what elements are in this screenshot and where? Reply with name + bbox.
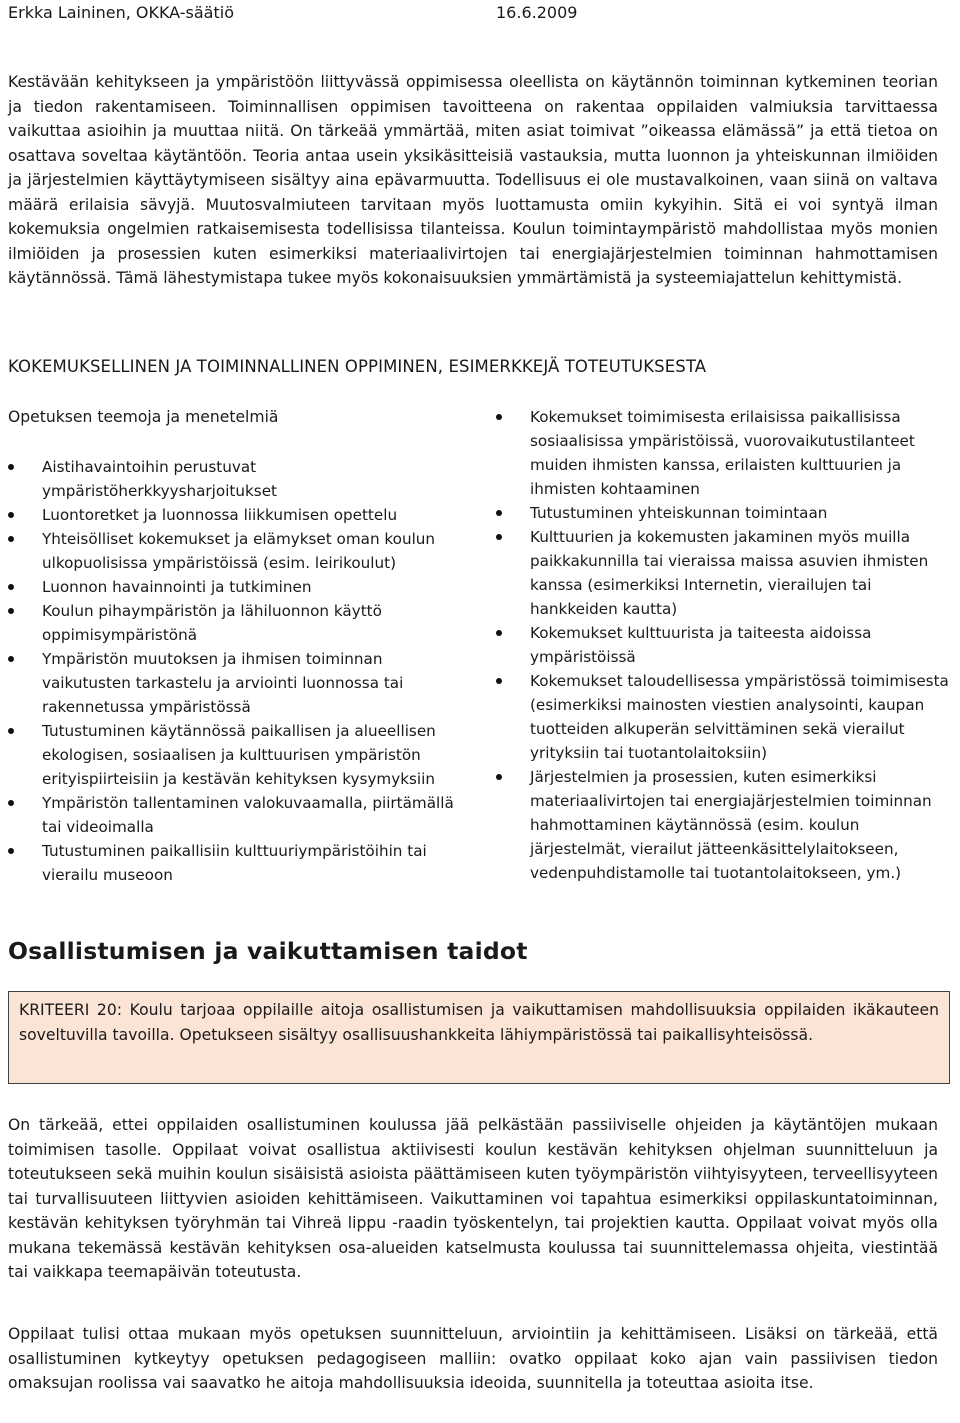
list-item (8, 791, 468, 839)
list-item-text: Tutustuminen käytännössä paikallisen ja alueellisen ekologisen, sosiaalisen ja kulttuurisen ympäristön erityispiirteisiin ja kestävän kehityksen kysymyksiin (42, 722, 436, 788)
list-item-text: Ympäristön muutoksen ja ihmisen toiminnan vaikutusten tarkastelu ja arviointi luonnossa tai rakennetussa ympäristössä (42, 650, 404, 716)
list-item (8, 503, 468, 527)
list-item (8, 719, 468, 791)
participation-heading: Osallistumisen ja vaikuttamisen taidot (8, 937, 528, 965)
bullet-icon (496, 678, 502, 684)
list-item (496, 669, 952, 765)
bullet-icon (496, 774, 502, 780)
bullet-icon (8, 536, 14, 542)
left-column-title: Opetuksen teemoja ja menetelmiä (8, 408, 279, 426)
list-item (8, 455, 468, 503)
bullet-icon (8, 608, 14, 614)
list-item-text: Tutustuminen paikallisiin kulttuuriympäristöihin tai vierailu museoon (42, 842, 427, 884)
bullet-icon (496, 414, 502, 420)
list-item-text: Yhteisölliset kokemukset ja elämykset oman koulun ulkopuolisissa ympäristöissä (esim. leirikoulut) (42, 530, 436, 572)
bullet-icon (496, 510, 502, 516)
bullet-icon (8, 728, 14, 734)
criteria-box: KRITEERI 20: Koulu tarjoaa oppilaille aitoja osallistumisen ja vaikuttamisen mahdollisuuksia oppilaiden ikäkauteen soveltuvilla tavoilla. Opetukseen sisältyy osallisuushankkeita lähiympäristössä tai paikallisyhteisössä. (8, 991, 950, 1084)
bullet-icon (8, 464, 14, 470)
right-bullet-list (496, 405, 952, 885)
left-bullet-list (8, 455, 468, 887)
list-item (496, 621, 952, 669)
bullet-icon (8, 512, 14, 518)
list-item-text: Kokemukset taloudellisessa ympäristössä toimimisesta (esimerkiksi mainosten viestien analysointi, kaupan tuotteiden alkuperän selvittäminen sekä vierailut yrityksiin tai tuotantolaitoksiin) (530, 672, 949, 762)
list-item-text: Ympäristön tallentaminen valokuvaamalla, piirtämällä tai videoimalla (42, 794, 454, 836)
bullet-icon (496, 534, 502, 540)
header-author: Erkka Laininen, OKKA-säätiö (8, 3, 234, 22)
list-item (8, 647, 468, 719)
bullet-icon (8, 800, 14, 806)
list-item-text: Kulttuurien ja kokemusten jakaminen myös muilla paikkakunnilla tai vieraissa maissa asuvien ihmisten kanssa (esimerkiksi Internetin, vierailujen tai hankkeiden kautta) (530, 528, 929, 618)
list-item (8, 575, 468, 599)
list-item-text: Koulun pihaympäristön ja lähiluonnon käyttö oppimisympäristönä (42, 602, 382, 644)
bullet-icon (8, 848, 14, 854)
body-paragraph-3: Oppilaat tulisi ottaa mukaan myös opetuksen suunnitteluun, arviointiin ja kehittämiseen. Lisäksi on tärkeää, että osallistuminen kytkeytyy opetuksen pedagogiseen malliin: ovatko oppilaat koko ajan vain passiivisen tiedon omaksujan roolissa vai saavatko he aitoja mahdollisuuksia ideoida, suunnitella ja toteuttaa asioita itse. (8, 1325, 938, 1392)
list-item (496, 525, 952, 621)
list-item (8, 839, 468, 887)
list-item (496, 765, 952, 885)
right-column (496, 405, 952, 885)
list-item-text: Luonnon havainnointi ja tutkiminen (42, 578, 312, 596)
list-item (496, 501, 952, 525)
list-item-text: Järjestelmien ja prosessien, kuten esimerkiksi materiaalivirtojen tai energiajärjestelmien toiminnan hahmottaminen käytännössä (esim. koulun järjestelmät, vierailut jätteenkäsittelylaitokseen, vedenpuhdistamolle tai tuotantolaitokseen, ym.) (530, 768, 932, 882)
list-item-text: Tutustuminen yhteiskunnan toimintaan (530, 504, 828, 522)
header-date: 16.6.2009 (496, 3, 578, 22)
section-heading: KOKEMUKSELLINEN JA TOIMINNALLINEN OPPIMINEN, ESIMERKKEJÄ TOTEUTUKSESTA (8, 357, 707, 376)
bullet-icon (8, 656, 14, 662)
list-item-text: Luontoretket ja luonnossa liikkumisen opettelu (42, 506, 398, 524)
left-column (8, 405, 468, 887)
list-item-text: Kokemukset toimimisesta erilaisissa paikallisissa sosiaalisissa ympäristöissä, vuorovaikutustilanteet muiden ihmisten kanssa, erilaisten kulttuurien ja ihmisten kohtaaminen (530, 408, 915, 498)
list-item-text: Aistihavaintoihin perustuvat ympäristöherkkyysharjoitukset (42, 458, 277, 500)
list-item-text: Kokemukset kulttuurista ja taiteesta aidoissa ympäristöissä (530, 624, 872, 666)
intro-paragraph: Kestävään kehitykseen ja ympäristöön liittyvässä oppimisessa oleellista on käytännön toiminnan kytkeminen teorian ja tiedon rakentamiseen. Toiminnallisen oppimisen tavoitteena on rakentaa oppilaiden valmiuksia tarvittaessa vaikuttaa asioihin ja muuttaa niitä. On tärkeää ymmärtää, miten asiat toimivat ”oikeassa elämässä” ja että tietoa on osattava soveltaa käytäntöön. Teoria antaa usein yksikäsitteisiä vastauksia, mutta luonnon ja yhteiskunnan ilmiöiden ja järjestelmien käyttäytymiseen sisältyy aina epävarmuutta. Todellisuus ei ole mustavalkoinen, vaan siinä on valtava määrä erilaisia sävyjä. Muutosvalmiuteen tarvitaan myös luottamusta omiin kykyihin. Sitä ei voi syntyä ilman kokemuksia ongelmien ratkaisemisesta todellisissa tilanteissa. Koulun toimintaympäristö mahdollistaa myös monien ilmiöiden ja prosessien kuten esimerkiksi materiaalivirtojen tai energiajärjestelmien toiminnan hahmottamisen käytännössä. Tämä lähestymistapa tukee myös kokonaisuuksien ymmärtämistä ja systeemiajattelun kehittymistä. (8, 73, 938, 287)
list-item (496, 405, 952, 501)
body-paragraph-2: On tärkeää, ettei oppilaiden osallistuminen koulussa jää pelkästään passiiviselle ohjeiden ja käytäntöjen mukaan toimimisen tasolle. Oppilaat voivat osallistua aktiivisesti koulun kestävän kehityksen ohjelman suunnitteluun ja toteutukseen sekä muihin koulun sisäisistä asioista päättämiseen kuten työympäristön viihtyisyyteen, terveellisyyteen tai turvallisuuteen liittyvien asioiden kehittämiseen. Vaikuttaminen voi tapahtua esimerkiksi oppilaskuntatoiminnan, kestävän kehityksen työryhmän tai Vihreä lippu -raadin työskentelyn, tai projektien kautta. Oppilaat voivat myös olla mukana tekemässä kestävän kehityksen osa-alueiden katselmusta koulussa tai suunnittelemassa ohjeita, viestintää tai vaikkapa teemapäivän toteutusta. (8, 1116, 938, 1281)
bullet-icon (8, 584, 14, 590)
list-item (8, 527, 468, 575)
list-item (8, 599, 468, 647)
bullet-icon (496, 630, 502, 636)
